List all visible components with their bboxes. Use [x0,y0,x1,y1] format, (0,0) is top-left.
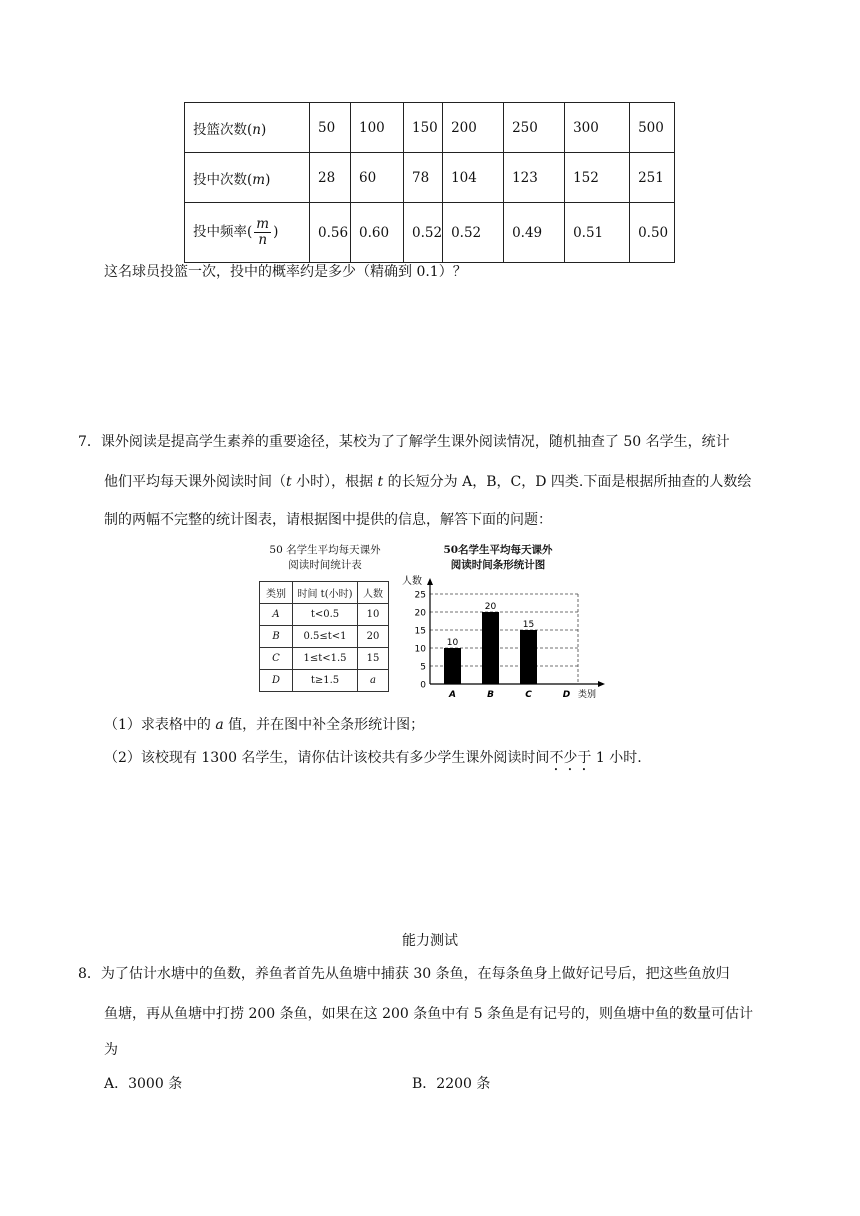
q7-part-1: （1）求表格中的 a 值，并在图中补全条形统计图； [104,717,425,733]
shooting-table [184,102,675,263]
section-title: 能力测试 [402,933,458,949]
x-axis-arrow [598,681,605,687]
table-cell: 0.52 [443,203,504,263]
y-tick-label: 15 [414,626,426,637]
reading-time-table [259,581,389,692]
q7-line-3: 制的两幅不完整的统计图表，请根据图中提供的信息，解答下面的问题： [104,512,552,528]
table-cell: 123 [504,153,565,203]
column-header: 类别 [260,582,293,604]
q7-line-1: 7．课外阅读是提高学生素养的重要途径，某校为了了解学生课外阅读情况，随机抽查了 50 名学生，统计 [78,434,730,450]
row-header: 投篮次数(n) [185,103,310,153]
table-cell: 50 [310,103,351,153]
table-cell: 0.56 [310,203,351,263]
y-axis-arrow [427,578,433,585]
y-tick-label: 20 [414,608,426,619]
q7-part-2: （2）该校现有 1300 名学生，请你估计该校共有多少学生课外阅读时间不少于 1 小时. [104,750,642,766]
y-tick-label: 0 [420,680,426,691]
bar-b [482,612,499,684]
y-axis-label: 人数 [402,576,422,587]
table-row [185,203,675,263]
table-cell: 0.50 [630,203,675,263]
y-tick-label: 25 [414,590,426,601]
q8-line-2: 鱼塘，再从鱼塘中打捞 200 条鱼，如果在这 200 条鱼中有 5 条鱼是有记号的，则鱼塘中鱼的数量可估计 [104,1006,754,1022]
table-cell: 20 [358,626,389,648]
table-cell: 15 [358,648,389,670]
table-row [260,648,389,670]
table-cell: 250 [504,103,565,153]
table-cell: 1≤t<1.5 [293,648,358,670]
table-row [185,103,675,153]
x-tick-label: B [487,690,494,700]
x-axis-label: 类别 [578,690,597,700]
question-number: 7． [78,434,101,450]
column-header: 人数 [358,582,389,604]
x-tick-label: D [562,690,571,700]
table-cell: B [260,626,293,648]
table-cell: 104 [443,153,504,203]
table-cell: 0.51 [565,203,630,263]
bar-c [520,630,537,684]
table-cell: D [260,670,293,692]
table-cell: 28 [310,153,351,203]
table-cell: 300 [565,103,630,153]
table-cell: 60 [351,153,404,203]
data-label: 20 [484,602,497,612]
option-b: B．2200 条 [412,1076,491,1092]
bar-chart [398,570,620,700]
y-tick-label: 10 [414,644,426,655]
column-header: 时间 t(小时) [293,582,358,604]
table-cell: C [260,648,293,670]
chart-labels [402,574,596,700]
reading-table-title: 50 名学生平均每天课外 阅读时间统计表 [269,544,381,571]
table-cell: 0.52 [404,203,443,263]
data-label: 15 [522,620,535,630]
q8-line-1: 8．为了估计水塘中的鱼数，养鱼者首先从鱼塘中捕获 30 条鱼，在每条鱼身上做好记号后，把这些鱼放归 [78,966,730,982]
table-cell: 251 [630,153,675,203]
q8-line-3: 为 [104,1042,118,1058]
question-number: 8． [78,966,101,982]
q7-line-2: 他们平均每天课外阅读时间（t 小时），根据 t 的长短分为 A，B，C，D 四类.下面是根据所抽查的人数绘 [104,474,752,490]
fraction: $\frac{m}{n}$ [256,216,270,248]
y-tick-label: 5 [420,662,426,673]
table-row [260,670,389,692]
bar-chart-title: 50名学生平均每天课外 阅读时间条形统计图 [443,544,553,571]
q6-question: 这名球员投篮一次，投中的概率约是多少（精确到 0.1）？ [104,264,467,280]
bar-a [444,648,461,684]
data-label: 10 [446,638,459,648]
table-cell: 0.60 [351,203,404,263]
table-cell: 152 [565,153,630,203]
table-row [260,604,389,626]
table-row [260,626,389,648]
table-cell: 200 [443,103,504,153]
table-cell: t≥1.5 [293,670,358,692]
table-cell: A [260,604,293,626]
table-row [185,153,675,203]
row-header: 投中次数(m) [185,153,310,203]
x-tick-label: C [525,690,532,700]
table-cell: 10 [358,604,389,626]
table-cell: 78 [404,153,443,203]
table-cell: 150 [404,103,443,153]
table-cell: 0.49 [504,203,565,263]
x-tick-label: A [449,690,456,700]
table-cell: 100 [351,103,404,153]
table-cell: 500 [630,103,675,153]
table-cell: t<0.5 [293,604,358,626]
option-a: A．3000 条 [104,1076,183,1092]
row-header: 投中频率( $\frac{m}{n}$ ) [185,203,310,263]
table-cell: 0.5≤t<1 [293,626,358,648]
table-cell: a [358,670,389,692]
table-header-row [260,582,389,604]
